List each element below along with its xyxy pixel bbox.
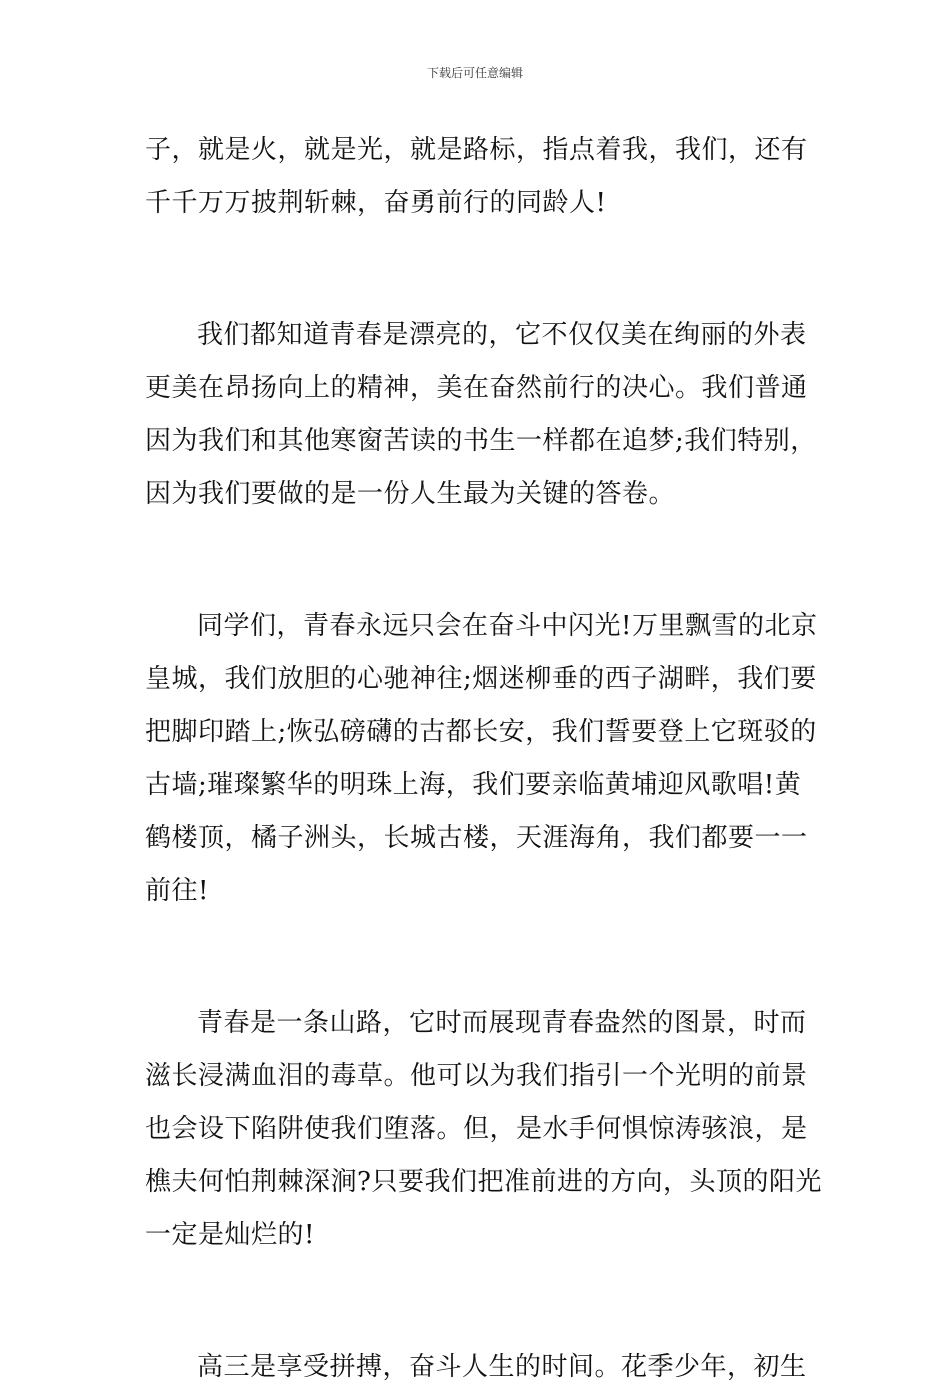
- text-line: 滋长浸满血泪的毒草。他可以为我们指引一个光明的前景: [145, 1061, 808, 1091]
- paragraph-3: [145, 600, 825, 918]
- text-line: 因为我们和其他寒窗苦读的书生一样都在追梦;我们特别，: [145, 426, 817, 456]
- text-line: 也会设下陷阱使我们堕落。但，是水手何惧惊涛骇浪，是: [145, 1114, 808, 1144]
- paragraph-gap: [145, 230, 825, 309]
- text-line: 樵夫何怕荆棘深涧?只要我们把准前进的方向，头顶的阳光: [145, 1167, 822, 1197]
- paragraph-gap: [145, 521, 825, 600]
- text-line: 我们都知道青春是漂亮的，它不仅仅美在绚丽的外表: [197, 320, 807, 350]
- text-line: 把脚印踏上;恢弘磅礴的古都长安，我们誓要登上它斑驳的: [145, 717, 817, 747]
- text-line: 古墙;璀璨繁华的明珠上海，我们要亲临黄埔迎风歌唱!黄: [145, 770, 802, 800]
- text-line: 因为我们要做的是一份人生最为关键的答卷。: [145, 479, 676, 509]
- paragraph-1: [145, 124, 825, 230]
- text-line: 皇城，我们放胆的心驰神往;烟迷柳垂的西子湖畔，我们要: [145, 664, 817, 694]
- text-line: 更美在昂扬向上的精神，美在奋然前行的决心。我们普通: [145, 373, 808, 403]
- text-line: 千千万万披荆斩棘，奋勇前行的同龄人!: [145, 188, 607, 218]
- text-line: 一定是灿烂的!: [145, 1220, 315, 1250]
- text-line: 鹤楼顶，橘子洲头，长城古楼，天涯海角，我们都要一一: [145, 823, 808, 853]
- text-line: 前往!: [145, 876, 209, 906]
- text-line: 青春是一条山路，它时而展现青春盎然的图景，时而: [197, 1008, 807, 1038]
- paragraph-4: [145, 997, 825, 1262]
- page-header-note: 下载后可任意编辑: [426, 66, 523, 80]
- text-line: 同学们，青春永远只会在奋斗中闪光!万里飘雪的北京: [197, 611, 818, 641]
- paragraph-gap: [145, 918, 825, 997]
- paragraph-gap: [145, 1262, 825, 1341]
- paragraph-5: [145, 1341, 825, 1394]
- paragraph-2: [145, 309, 825, 521]
- text-line: 高三是享受拼搏，奋斗人生的时间。花季少年，初生: [197, 1352, 807, 1382]
- text-line: 子，就是火，就是光，就是路标，指点着我，我们，还有: [145, 135, 808, 165]
- document-body: [145, 124, 825, 1394]
